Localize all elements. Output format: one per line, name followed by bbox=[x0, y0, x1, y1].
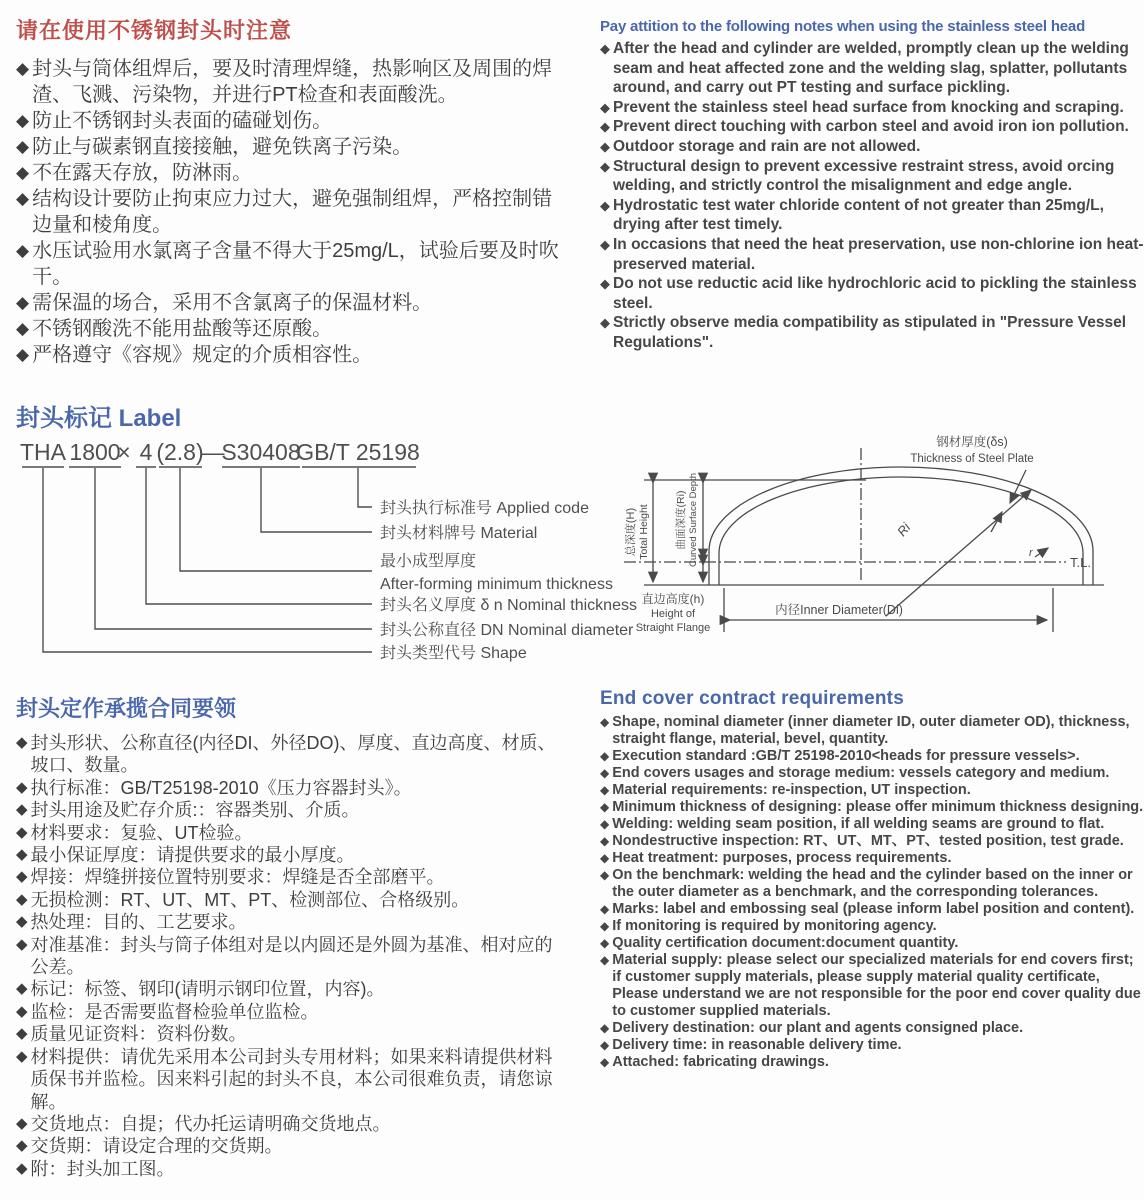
list-item: ◆ Nondestructive inspection: RT、UT、MT、PT、tested position, test grade. bbox=[600, 833, 1124, 849]
list-item: ◆ 不锈钢酸洗不能用盐酸等还原酸。 bbox=[16, 318, 333, 340]
head-cross-section-diagram bbox=[604, 420, 1140, 670]
diamond-bullet-icon: ◆ bbox=[600, 236, 610, 252]
list-item: ◆ 附：封头加工图。 bbox=[16, 1158, 175, 1179]
diamond-bullet-icon: ◆ bbox=[600, 197, 610, 213]
list-item: ◆ Delivery time: in reasonable delivery time. bbox=[600, 1037, 902, 1053]
diamond-bullet-icon: ◆ bbox=[16, 293, 30, 312]
diamond-bullet-icon: ◆ bbox=[16, 1025, 28, 1043]
diamond-bullet-icon: ◆ bbox=[600, 276, 610, 292]
callout-min-thickness-cn: 最小成型厚度 bbox=[380, 553, 477, 570]
diamond-bullet-icon: ◆ bbox=[16, 111, 30, 130]
diamond-bullet-icon: ◆ bbox=[600, 919, 610, 933]
diamond-bullet-icon: ◆ bbox=[600, 99, 610, 115]
contract-en-list bbox=[600, 714, 1144, 1071]
diamond-bullet-icon: ◆ bbox=[600, 868, 610, 882]
diamond-bullet-icon: ◆ bbox=[600, 800, 610, 814]
diamond-bullet-icon: ◆ bbox=[600, 834, 610, 848]
code-min-thickness: (2.8) bbox=[156, 439, 204, 465]
diamond-bullet-icon: ◆ bbox=[16, 801, 28, 819]
thickness-arrow-inner bbox=[991, 512, 1002, 532]
list-item: ◆ 无损检测：RT、UT、MT、PT、检测部位、合格级别。 bbox=[16, 889, 470, 910]
diamond-bullet-icon: ◆ bbox=[16, 935, 28, 953]
plate-thickness-label-en: Thickness of Steel Plate bbox=[910, 453, 1034, 465]
diamond-bullet-icon: ◆ bbox=[16, 823, 28, 841]
diamond-bullet-icon: ◆ bbox=[16, 734, 28, 751]
list-item: ◆ 封头与筒体组焊后，要及时清理焊缝，热影响区及周围的焊渣、飞溅、污染物，并进行PT检查和表面酸洗。 bbox=[16, 58, 553, 106]
diamond-bullet-icon: ◆ bbox=[16, 1159, 28, 1177]
tangent-line-label: T.L. bbox=[1070, 555, 1091, 570]
diamond-bullet-icon: ◆ bbox=[600, 715, 610, 729]
list-item: ◆ On the benchmark: welding the head and the cylinder based on the inner or the outer diameter as a benchmark, and the corresponding tolerances. bbox=[600, 867, 1133, 900]
list-item: ◆ 交货地点：自提；代办托运请明确交货地点。 bbox=[16, 1113, 391, 1134]
list-item: ◆ Structural design to prevent excessive restraint stress, avoid orcing welding, and strictly control the misalignment and edge angle. bbox=[600, 157, 1115, 195]
list-item: ◆ 材料要求：复验、UT检验。 bbox=[16, 822, 253, 843]
code-shape: THA bbox=[20, 439, 66, 465]
list-item: ◆ 防止与碳素钢直接接触，避免铁离子污染。 bbox=[16, 136, 413, 158]
callout-min-thickness-en: After-forming minimum thickness bbox=[380, 576, 613, 593]
list-item: ◆ Outdoor storage and rain are not allowed. bbox=[600, 137, 921, 155]
list-item: ◆ In occasions that need the heat preservation, use non-chlorine ion heat-preserved material. bbox=[600, 235, 1144, 273]
list-item: ◆ End covers usages and storage medium: vessels category and medium. bbox=[600, 765, 1110, 781]
diamond-bullet-icon: ◆ bbox=[600, 783, 610, 797]
code-times-sign: × bbox=[117, 439, 131, 465]
code-dash: — bbox=[201, 439, 225, 465]
diamond-bullet-icon: ◆ bbox=[16, 319, 30, 338]
diamond-bullet-icon: ◆ bbox=[600, 902, 610, 916]
list-item: ◆ Execution standard :GB/T 25198-2010<heads for pressure vessels>. bbox=[600, 748, 1080, 764]
list-item: ◆ Quality certification document:document quantity. bbox=[600, 935, 959, 951]
list-item: ◆ 质量见证资料：资料份数。 bbox=[16, 1024, 247, 1045]
list-item: ◆ 监检：是否需要监督检验单位监检。 bbox=[16, 1001, 319, 1022]
list-item: ◆ Welding: welding seam position, if all welding seams are ground to flat. bbox=[600, 816, 1105, 832]
list-item: ◆ 执行标准：GB/T25198-2010《压力容器封头》。 bbox=[16, 777, 412, 798]
diamond-bullet-icon: ◆ bbox=[16, 189, 30, 208]
notes-en-title: Pay attition to the following notes when using the stainless steel head bbox=[600, 18, 1086, 35]
diamond-bullet-icon: ◆ bbox=[600, 1021, 610, 1035]
list-item: ◆ Material requirements: re-inspection, UT inspection. bbox=[600, 782, 971, 798]
callout-material: 封头材料牌号 Material bbox=[380, 525, 538, 542]
diamond-bullet-icon: ◆ bbox=[16, 59, 30, 78]
diamond-bullet-icon: ◆ bbox=[600, 817, 610, 831]
crown-radius-line bbox=[886, 490, 1031, 616]
inner-diameter-label: 内径Inner Diameter(Di) bbox=[775, 603, 903, 617]
code-standard: GB/T 25198 bbox=[296, 439, 420, 465]
list-item: ◆ 需保温的场合，采用不含氯离子的保温材料。 bbox=[16, 292, 433, 314]
callout-nominal-diameter: 封头公称直径 DN Nominal diameter bbox=[380, 622, 634, 639]
contract-cn-title: 封头定作承揽合同要领 bbox=[16, 696, 237, 721]
total-height-label-en: Total Height bbox=[638, 504, 650, 560]
list-item: ◆ 封头形状、公称直径(内径DI、外径DO)、厚度、直边高度、材质、坡口、数量。 bbox=[16, 733, 556, 776]
notes-en-list bbox=[600, 39, 1144, 353]
knuckle-radius-arrow bbox=[1035, 548, 1048, 557]
list-item: ◆ After the head and cylinder are welded, promptly clean up the welding seam and heat affected zone and the welding slag, splatter, pollutants around, and carry out PT testing and surface pickling. bbox=[600, 40, 1129, 97]
list-item: ◆ 防止不锈钢封头表面的磕碰划伤。 bbox=[16, 110, 333, 132]
list-item: ◆ Do not use reductic acid like hydrochloric acid to pickling the stainless steel. bbox=[600, 275, 1137, 312]
contract-cn-list bbox=[16, 732, 568, 1180]
plate-thickness-label-cn: 钢材厚度(δs) bbox=[936, 435, 1008, 449]
code-diameter: 1800 bbox=[69, 439, 121, 465]
stainless-usage-notes-en bbox=[600, 18, 1144, 353]
diamond-bullet-icon: ◆ bbox=[600, 158, 610, 174]
marking-code-callout-figure bbox=[14, 439, 637, 675]
diamond-bullet-icon: ◆ bbox=[16, 241, 30, 260]
diamond-bullet-icon: ◆ bbox=[16, 1137, 28, 1155]
list-item: ◆ Hydrostatic test water chloride content of not greater than 25mg/L, drying after test timely. bbox=[600, 196, 1104, 234]
diamond-bullet-icon: ◆ bbox=[16, 778, 28, 796]
diamond-bullet-icon: ◆ bbox=[600, 766, 610, 780]
list-item: ◆ Shape, nominal diameter (inner diameter ID, outer diameter OD), thickness, straight flange, material, bevel, quantity. bbox=[600, 714, 1130, 747]
list-item: ◆ 封头用途及贮存介质:：容器类别、介质。 bbox=[16, 800, 360, 821]
list-item: ◆ 焊接：焊缝拼接位置特别要求：焊缝是否全部磨平。 bbox=[16, 867, 445, 888]
list-item: ◆ Prevent direct touching with carbon steel and avoid iron ion pollution. bbox=[600, 118, 1129, 136]
diamond-bullet-icon: ◆ bbox=[600, 315, 610, 331]
total-height-label-cn: 总深度(H) bbox=[625, 507, 637, 557]
callout-lines bbox=[43, 468, 372, 652]
flange-height-label-en2: Straight Flange bbox=[635, 622, 711, 634]
diamond-bullet-icon: ◆ bbox=[16, 868, 28, 886]
list-item: ◆ 严格遵守《容规》规定的介质相容性。 bbox=[16, 344, 373, 366]
flange-height-label-en1: Height of bbox=[650, 608, 696, 620]
list-item: ◆ 标记：标签、钢印(请明示钢印位置，内容)。 bbox=[16, 979, 385, 1000]
label-section-title: 封头标记 Label bbox=[16, 405, 182, 432]
contract-essentials-cn bbox=[16, 692, 568, 1180]
diamond-bullet-icon: ◆ bbox=[600, 936, 610, 950]
diamond-bullet-icon: ◆ bbox=[600, 851, 610, 865]
list-item: ◆ 对准基准：封头与筒子体组对是以内圆还是外圆为基准、相对应的公差。 bbox=[16, 934, 553, 978]
curved-depth-label-en: Curved Surface Depth bbox=[688, 473, 699, 567]
diamond-bullet-icon: ◆ bbox=[16, 163, 30, 182]
flange-height-label-cn: 直边高度(h) bbox=[641, 592, 705, 606]
callout-applied-code: 封头执行标准号 Applied code bbox=[380, 500, 589, 517]
list-item: ◆ 材料提供：请优先采用本公司封头专用材料；如果来料请提供材料质保书并监检。因来料引起的封头不良，本公司很难负责，请您谅解。 bbox=[16, 1046, 553, 1112]
diamond-bullet-icon: ◆ bbox=[16, 890, 28, 908]
diamond-bullet-icon: ◆ bbox=[16, 345, 30, 364]
list-item: ◆ Minimum thickness of designing: please offer minimum thickness designing. bbox=[600, 799, 1144, 815]
diamond-bullet-icon: ◆ bbox=[600, 1038, 610, 1052]
list-item: ◆ Delivery destination: our plant and agents consigned place. bbox=[600, 1020, 1024, 1036]
diamond-bullet-icon: ◆ bbox=[16, 1114, 28, 1132]
diamond-bullet-icon: ◆ bbox=[16, 913, 28, 931]
diamond-bullet-icon: ◆ bbox=[16, 980, 28, 998]
contract-requirements-en bbox=[600, 688, 1144, 1071]
diamond-bullet-icon: ◆ bbox=[600, 1055, 610, 1069]
list-item: ◆ Material supply: please select our specialized materials for end covers first; if customer supply materials, please supply material quality certificate, Please understand we are not responsible for the poor end cover quality due to customer supplied materials. bbox=[600, 952, 1141, 1019]
stainless-usage-notes-cn bbox=[16, 14, 564, 368]
list-item: ◆ Heat treatment: purposes, process requirements. bbox=[600, 850, 952, 866]
list-item: ◆ If monitoring is required by monitoring agency. bbox=[600, 918, 937, 934]
diamond-bullet-icon: ◆ bbox=[600, 119, 610, 135]
diamond-bullet-icon: ◆ bbox=[600, 138, 610, 154]
crown-radius-label: Ri bbox=[894, 520, 914, 540]
diamond-bullet-icon: ◆ bbox=[16, 846, 28, 864]
list-item: ◆ Attached: fabricating drawings. bbox=[600, 1054, 829, 1070]
notes-cn-list bbox=[16, 56, 564, 368]
callout-nominal-thickness: 封头名义厚度 δ n Nominal thickness bbox=[380, 597, 637, 614]
list-item: ◆ 结构设计要防止拘束应力过大，避免强制组焊，严格控制错边量和棱角度。 bbox=[16, 188, 553, 236]
diamond-bullet-icon: ◆ bbox=[600, 749, 610, 763]
contract-en-title: End cover contract requirements bbox=[600, 688, 904, 709]
diamond-bullet-icon: ◆ bbox=[600, 953, 610, 967]
list-item: ◆ Prevent the stainless steel head surface from knocking and scraping. bbox=[600, 98, 1124, 116]
diamond-bullet-icon: ◆ bbox=[16, 137, 30, 156]
list-item: ◆ Strictly observe media compatibility as stipulated in "Pressure Vessel Regulations". bbox=[600, 314, 1127, 351]
list-item: ◆ 交货期：请设定合理的交货期。 bbox=[16, 1136, 283, 1157]
diamond-bullet-icon: ◆ bbox=[600, 41, 610, 56]
list-item: ◆ 热处理：目的、工艺要求。 bbox=[16, 912, 247, 933]
list-item: ◆ 水压试验用水氯离子含量不得大于25mg/L，试验后要及时吹干。 bbox=[16, 240, 559, 288]
curved-depth-label-cn: 曲面深度(Ri) bbox=[675, 490, 687, 550]
diamond-bullet-icon: ◆ bbox=[16, 1002, 28, 1020]
list-item: ◆ 最小保证厚度：请提供要求的最小厚度。 bbox=[16, 845, 355, 866]
diamond-bullet-icon: ◆ bbox=[16, 1047, 28, 1065]
notes-cn-title: 请在使用不锈钢封头时注意 bbox=[16, 18, 293, 43]
list-item: ◆ Marks: label and embossing seal (please inform label position and content). bbox=[600, 901, 1135, 917]
callout-shape: 封头类型代号 Shape bbox=[380, 645, 527, 662]
code-material: S30408 bbox=[221, 439, 301, 465]
knuckle-radius-label: r bbox=[1029, 547, 1033, 559]
code-thickness: 4 bbox=[139, 439, 153, 465]
list-item: ◆ 不在露天存放，防淋雨。 bbox=[16, 162, 253, 184]
